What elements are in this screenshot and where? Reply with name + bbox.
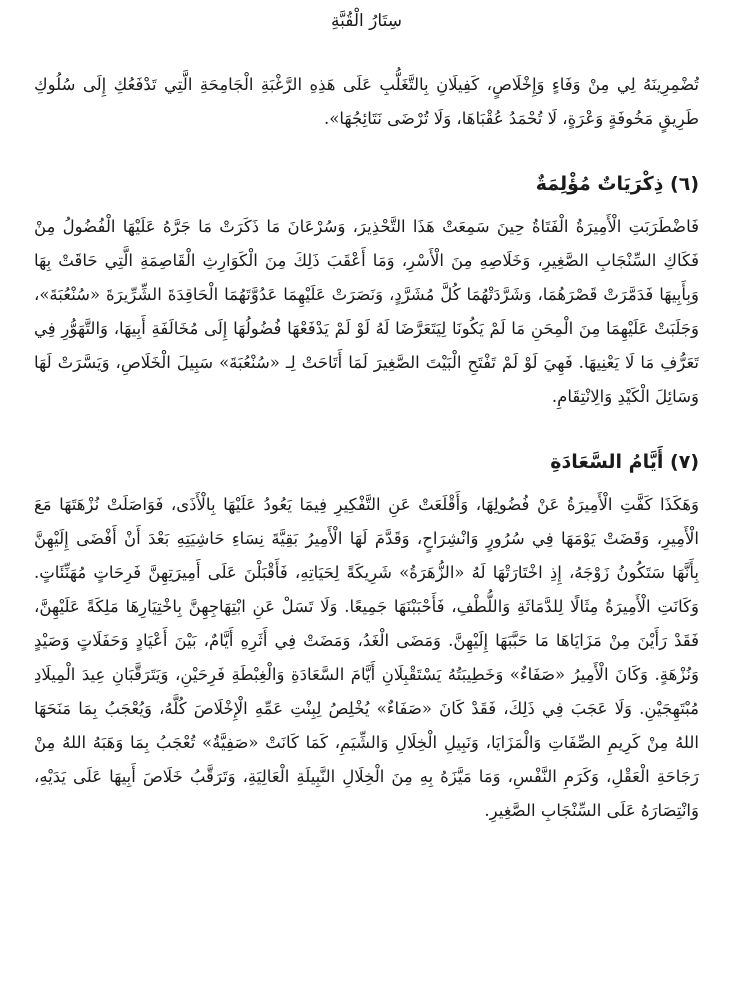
section-heading-7: (٧) أَيَّامُ السَّعَادَةِ — [550, 451, 699, 473]
section-7-paragraph: وَهَكَذَا كَفَّتِ الْأَمِيرَةُ عَنْ فُضُولِهَا، وَأَقْلَعَتْ عَنِ التَّفْكِيرِ فِيمَا يَعُودُ عَلَيْهَا بِالْأَذَى، فَوَاصَلَتْ نُزْهَتَهَا مَعَ الْأَمِيرِ، وَقَضَتْ يَوْمَهَا فِي سُرُورٍ وَانْشِرَاحٍ، وَقَدَّمَ لَهَا الْأَمِيرُ بَقِيَّةَ نِسَاءِ حَاشِيَتِهِ بَعْدَ أَنْ أَفْضَى إِلَيْهِنَّ بِأَنَّهَا سَتَكُونُ زَوْجَهُ، إِذِ اخْتَارَتْهَا لَهُ «الزُّهَرَةُ» شَرِيكَةً لِحَيَاتِهِ، فَأَقْبَلْنَ عَلَى أَمِيرَتِهِنَّ فَرِحَاتٍ مُهَنِّئَاتٍ. وَكَانَتِ الْأَمِيرَةُ مِثَالًا لِلدَّمَاثَةِ وَاللُّطْفِ، فَأَحْبَبْنَهَا جَمِيعًا. وَلَا تَسَلْ عَنِ ابْتِهَاجِهِنَّ بِاخْتِيَارِهَا مَلِكَةً عَلَيْهِنَّ، فَقَدْ رَأَيْنَ مِنْ مَزَايَاهَا مَا حَبَّبَهَا إِلَيْهِنَّ. وَمَضَى الْغَدُ، وَمَضَتْ فِي أَثَرِهِ أَيَّامٌ، بَيْنَ أَعْيَادٍ وَحَفَلَاتٍ وَصَيْدٍ وَنُزْهَةٍ. وَكَانَ الْأَمِيرُ «صَفَاءٌ» وَخَطِيبَتُهُ يَسْتَقْبِلَانِ أَيَّامَ السَّعَادَةِ وَالْغِبْطَةِ فَرِحَيْنِ، وَيَتَرَقَّبَانِ عِيدَ الْمِيلَادِ مُبْتَهِجَيْنِ. وَلَا عَجَبَ فِي ذَلِكَ، فَقَدْ كَانَ «صَفَاءٌ» يُخْلِصُ لِبِنْتِ عَمِّهِ الْإِخْلَاصَ كُلَّهُ، وَيُعْجَبُ بِمَا مَنَحَهَا اللهُ مِنْ كَرِيمِ الصِّفَاتِ وَالْمَزَايَا، وَنَبِيلِ الْخِلَالِ وَالشِّيَمِ، كَمَا كَانَتْ «صَفِيَّةُ» تُعْجَبُ بِمَا وَهَبَهُ اللهُ مِنْ رَجَاحَةِ الْعَقْلِ، وَكَرَمِ النَّفْسِ، وَمَا مَيَّزَهُ بِهِ مِنَ الْخِلَالِ النَّبِيلَةِ الْعَالِيَةِ، وَتَرَقَّبُ خَلَاصَ أَبِيهَا عَلَى يَدَيْهِ، وَانْتِصَارَهُ عَلَى السِّنْجَابِ الصَّغِيرِ. — [34, 495, 699, 820]
paragraph-continuation: تُضْمِرِينَهُ لِي مِنْ وَفَاءٍ وَإِخْلَاصٍ، كَفِيلَانِ بِالتَّغَلُّبِ عَلَى هَذِهِ الرَّغْبَةِ الْجَامِحَةِ الَّتِي تَدْفَعُكِ إِلَى سُلُوكِ طَرِيقٍ مَخُوفَةٍ وَعْرَةٍ، لَا تُحْمَدُ عُقْبَاهَا، وَلَا تُرْضَى نَتَائِجُهَا». — [34, 75, 699, 128]
section-6-paragraph: فَاضْطَرَبَتِ الْأَمِيرَةُ الْفَتَاةُ حِينَ سَمِعَتْ هَذَا التَّحْذِيرَ، وَسُرْعَانَ مَا ذَكَرَتْ مَا جَرَّهُ عَلَيْهَا الْفُضُولُ مِنْ فَكَاكِ السِّنْجَابِ الصَّغِيرِ، وَخَلَاصِهِ مِنَ الْأَسْرِ، وَمَا أَعْقَبَ ذَلِكَ مِنَ الْكَوَارِثِ الْقَاصِمَةِ الَّتِي حَاقَتْ بِهَا وَبِأَبِيهَا فَدَمَّرَتْ قَصْرَهُمَا، وَشَرَّدَتْهُمَا كُلَّ مُشَرَّدٍ، وَنَصَرَتْ عَلَيْهِمَا عَدُوَّتَهُمَا الْحَاقِدَةَ الشِّرِّيرَةَ «سُنْعُبَةَ»، وَجَلَبَتْ عَلَيْهِمَا مِنَ الْمِحَنِ مَا لَمْ يَكُونَا لِيَتَعَرَّضَا لَهُ لَوْ لَمْ يَدْفَعْهَا فُضُولُهَا إِلَى مُخَالَفَةِ أَبِيهَا، وَالتَّهَوُّرِ فِي تَعَرُّفِ مَا لَا يَعْنِيهَا. فَهِيَ لَوْ لَمْ تَفْتَحِ الْبَيْتَ الصَّغِيرَ لَمَا أَتَاحَتْ لِـ «سُنْعُبَةَ» سَبِيلَ الْخَلَاصِ، وَيَسَّرَتْ لَهَا وَسَائِلَ الْكَيْدِ وَالِانْتِقَامِ. — [34, 217, 699, 406]
section-heading-6: (٦) ذِكْرَيَاتٌ مُؤْلِمَةٌ — [535, 173, 699, 195]
book-page — [34, 0, 699, 1000]
running-header: سِتَارُ الْقُبَّةِ — [331, 11, 402, 31]
